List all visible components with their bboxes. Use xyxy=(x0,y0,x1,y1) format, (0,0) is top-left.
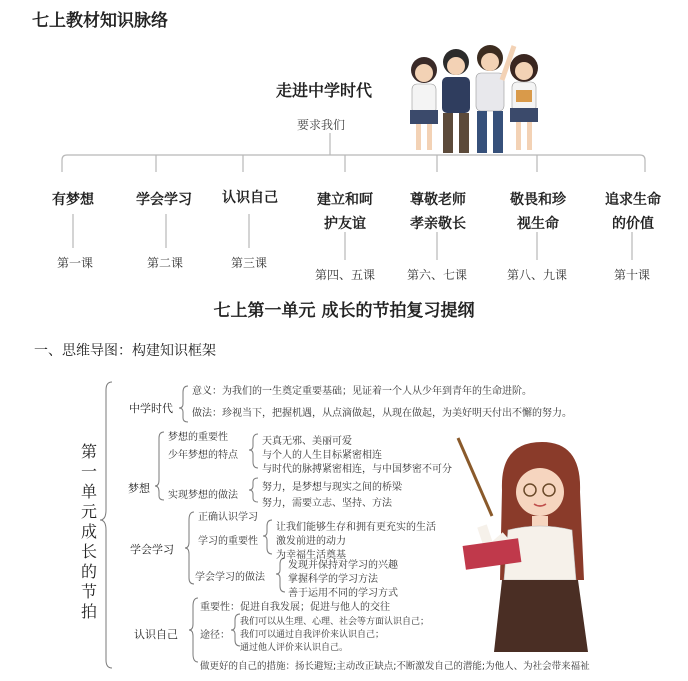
self-importance: 重要性：促进自我发展；促进与他人的交往 xyxy=(200,602,390,613)
dream-importance: 梦想的重要性 xyxy=(168,432,228,443)
lesson-7-number: 第十课 xyxy=(613,268,650,282)
learning-how-3: 善于运用不同的学习方式 xyxy=(288,588,398,599)
page-title: 七上教材知识脉络 xyxy=(32,11,168,31)
lesson-1-title: 有梦想 xyxy=(52,192,94,208)
lesson-2-number: 第二课 xyxy=(146,256,183,270)
self-way-1: 我们可以从生理、心理、社会等方面认识自己； xyxy=(240,617,430,627)
students-illustration xyxy=(398,40,548,160)
lesson-3-title: 认识自己 xyxy=(222,190,278,206)
mindmap-root: 第一单元成长的节拍 xyxy=(80,442,97,621)
dream-youth-features: 少年梦想的特点 xyxy=(168,450,238,461)
lesson-4-title: 建立和呵 护友谊 xyxy=(317,192,373,232)
self-way-3: 通过他人评价来认识自己。 xyxy=(240,643,349,653)
lesson-4-number: 第四、五课 xyxy=(314,268,375,282)
dream-method-2: 努力，需要立志、坚持、方法 xyxy=(262,498,392,509)
learning-correct: 正确认识学习 xyxy=(198,512,258,523)
node-middle-school: 中学时代 xyxy=(129,402,173,415)
center-title: 走进中学时代 xyxy=(276,81,373,100)
self-way-2: 我们可以通过自我评价来认识自己； xyxy=(240,630,385,640)
dream-method-1: 努力，是梦想与现实之间的桥梁 xyxy=(262,482,402,493)
dream-feature-2: 与个人的人生目标紧密相连 xyxy=(262,450,382,461)
section-title: 一、思维导图：构建知识框架 xyxy=(34,343,216,359)
tree-lines xyxy=(0,0,688,290)
self-ways-label: 途径： xyxy=(200,630,230,641)
teacher-illustration xyxy=(450,430,620,655)
learning-how-1: 发现并保持对学习的兴趣 xyxy=(288,560,398,571)
learning-how: 学会学习的做法 xyxy=(195,572,265,583)
unit-title: 七上第一单元 成长的节拍复习提纲 xyxy=(213,301,475,321)
lesson-7-title: 追求生命 的价值 xyxy=(605,192,661,232)
dream-feature-1: 天真无邪、美丽可爱 xyxy=(262,436,352,447)
lesson-3-number: 第三课 xyxy=(230,256,267,270)
learning-importance-3: 为幸福生活奠基 xyxy=(276,550,346,561)
middle-school-method: 做法：珍视当下，把握机遇，从点滴做起，从现在做起，为美好明天付出不懈的努力。 xyxy=(192,408,572,419)
learning-how-2: 掌握科学的学习方法 xyxy=(288,574,378,585)
lesson-6-number: 第八、九课 xyxy=(506,268,567,282)
node-dream: 梦想 xyxy=(128,482,150,495)
lesson-1-number: 第一课 xyxy=(56,256,93,270)
dream-realize: 实现梦想的做法 xyxy=(168,490,238,501)
middle-school-meaning: 意义：为我们的一生奠定重要基础；见证着一个人从少年到青年的生命进阶。 xyxy=(192,386,532,397)
learning-importance-2: 激发前进的动力 xyxy=(276,536,346,547)
dream-feature-3: 与时代的脉搏紧密相连，与中国梦密不可分 xyxy=(262,464,452,475)
self-better: 做更好的自己的措施：扬长避短;主动改正缺点;不断激发自己的潜能;为他人、为社会带来福祉 xyxy=(200,661,590,672)
lesson-6-title: 敬畏和珍 视生命 xyxy=(510,192,566,232)
center-subtitle: 要求我们 xyxy=(297,118,346,132)
lesson-5-title: 尊敬老师 孝亲敬长 xyxy=(410,192,466,232)
learning-importance-1: 让我们能够生存和拥有更充实的生活 xyxy=(276,522,436,533)
node-learning: 学会学习 xyxy=(130,543,174,556)
learning-importance: 学习的重要性 xyxy=(198,536,258,547)
lesson-5-number: 第六、七课 xyxy=(406,268,467,282)
node-self: 认识自己 xyxy=(134,628,178,641)
lesson-2-title: 学会学习 xyxy=(136,192,192,208)
